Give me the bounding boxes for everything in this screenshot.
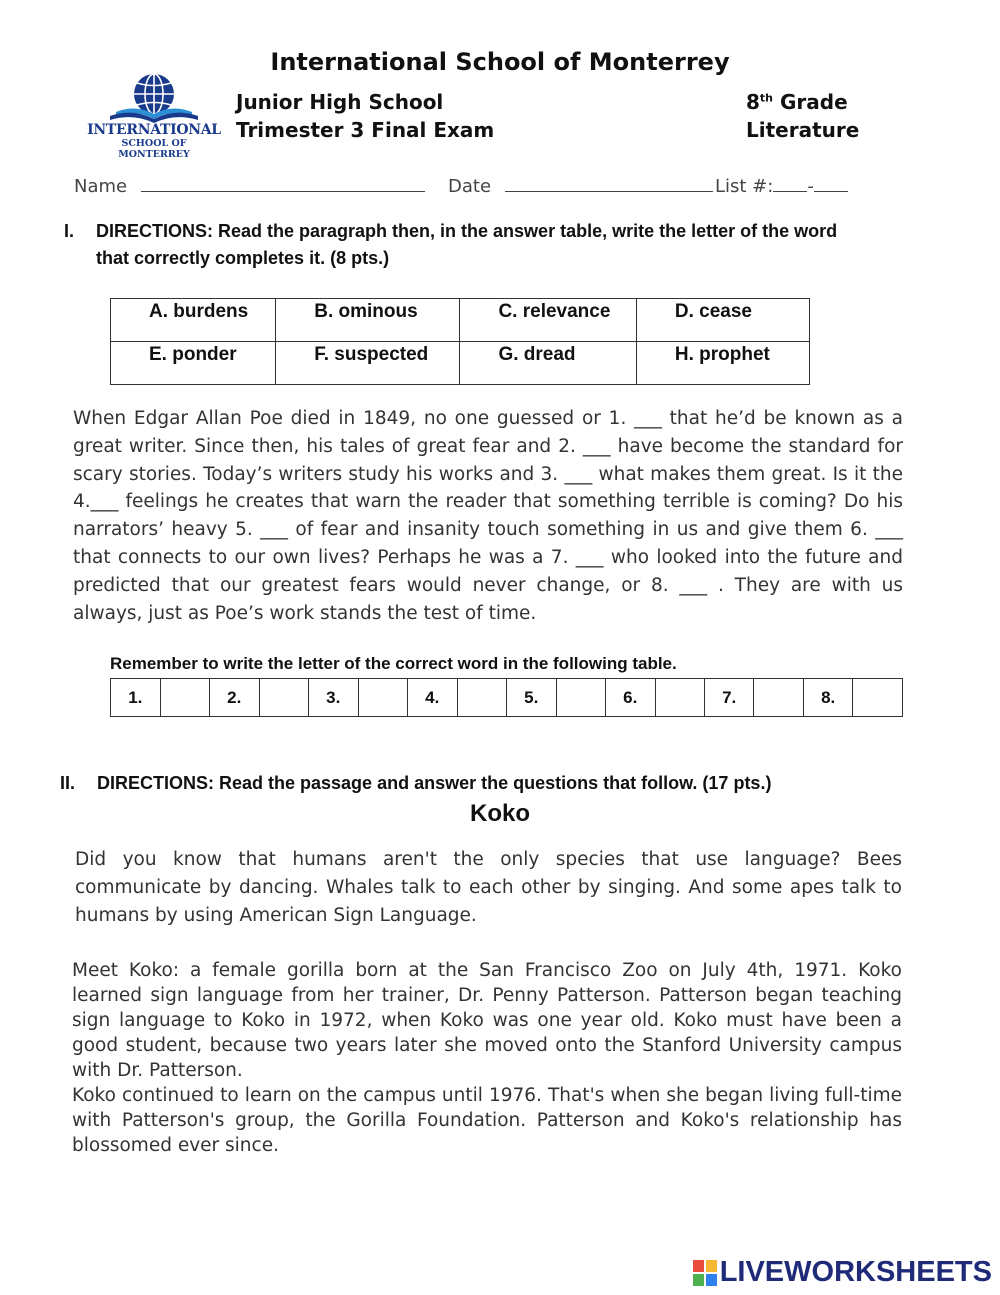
koko-paragraph-2 [72, 958, 902, 1158]
grade-label [746, 90, 848, 114]
answer-table-instruction: Remember to write the letter of the correct word in the following table. [110, 654, 677, 673]
answer-box-7[interactable] [754, 679, 803, 717]
passage-title: Koko [470, 800, 530, 827]
list-dash: - [807, 176, 814, 197]
name-label: Name [74, 176, 128, 197]
answer-box-1[interactable] [160, 679, 209, 717]
logo-text-main: INTERNATIONAL [87, 122, 221, 138]
grade-superscript: th [759, 91, 774, 105]
section1-numeral: I. [64, 221, 75, 241]
list-field-first[interactable] [773, 175, 807, 192]
koko-paragraph-2b: Koko continued to learn on the campus until 1976. That's when she began living full-time with Patterson's group, the Gorilla Foundation. Patterson and Koko's relationship has blossomed ever since. [72, 1085, 902, 1156]
logo-text-sub: SCHOOL OF MONTERREY [118, 138, 190, 160]
answer-table-row [111, 679, 903, 717]
liveworksheets-brand [693, 1256, 992, 1289]
section2-directions: DIRECTIONS: Read the passage and answer the questions that follow. (17 pts.) [97, 773, 772, 793]
subject-label: Literature [746, 118, 860, 142]
answer-label: 4. [407, 679, 457, 717]
school-title: International School of Monterrey [270, 48, 730, 76]
school-level: Junior High School [236, 90, 444, 114]
date-field-row [448, 175, 713, 197]
date-label: Date [448, 176, 492, 197]
koko-paragraph-1: Did you know that humans aren't the only species that use language? Bees communicate by dancing. Whales talk to each other by singing. And some apes talk to humans by using American Sign Language. [75, 849, 902, 926]
answer-label: 8. [803, 679, 853, 717]
grade-word: Grade [773, 90, 848, 114]
answer-label: 7. [704, 679, 754, 717]
word-bank-cell: A. burdens [111, 299, 276, 342]
poe-paragraph: When Edgar Allan Poe died in 1849, no one guessed or 1. ___ that he’d be known as a great writer. Since then, his tales of great fear and 2. ___ have become the standard for scary stories. Today’s writers study his works and 3. ___ what makes them great. Is it the 4.___ feelings he creates that warn the reader that something terrible is coming? Do his narrators’ heavy 5. ___ of fear and insanity touch something in us and give them 6. ___ that connects to our own lives? Perhaps he was a 7. ___ who looked into the future and predicted that our greatest fears would never change, or 8. ___ . They are with us always, just as Poe’s work stands the test of time. [73, 408, 903, 624]
answer-label: 5. [506, 679, 556, 717]
section1-directions-line1: DIRECTIONS: Read the paragraph then, in the answer table, write the letter of the word [96, 221, 838, 241]
section1-directions-line2: that correctly completes it. (8 pts.) [96, 248, 390, 268]
word-bank-cell: F. suspected [276, 342, 460, 385]
answer-label: 6. [605, 679, 655, 717]
answer-table [110, 678, 903, 717]
answer-box-4[interactable] [457, 679, 506, 717]
koko-paragraph-2a: Meet Koko: a female gorilla born at the San Francisco Zoo on July 4th, 1971. Koko learned sign language from her trainer, Dr. Penny Patterson. Patterson began teaching sign language to Koko in 1972, when Koko was one year old. Koko must have been a good student, because two years later she moved onto the Stanford University campus with Dr. Patterson. [72, 960, 902, 1081]
name-field[interactable] [141, 175, 425, 192]
word-bank-cell: G. dread [460, 342, 636, 385]
answer-box-5[interactable] [556, 679, 605, 717]
list-label: List #: [715, 176, 774, 197]
date-field[interactable] [505, 175, 713, 192]
answer-box-8[interactable] [853, 679, 903, 717]
exam-name: Trimester 3 Final Exam [236, 118, 495, 142]
word-bank-row [111, 299, 810, 342]
liveworksheets-text: LIVEWORKSHEETS [719, 1256, 992, 1288]
answer-label: 2. [209, 679, 259, 717]
word-bank-cell: E. ponder [111, 342, 276, 385]
answer-label: 3. [308, 679, 358, 717]
grade-number: 8 [746, 90, 760, 114]
list-field-second[interactable] [814, 175, 848, 192]
answer-label: 1. [111, 679, 161, 717]
word-bank-cell: B. ominous [276, 299, 460, 342]
liveworksheets-logo-icon [693, 1260, 717, 1286]
word-bank-table [110, 298, 810, 385]
answer-box-6[interactable] [655, 679, 704, 717]
section2-numeral: II. [60, 773, 76, 793]
word-bank-row [111, 342, 810, 385]
list-field-row [715, 175, 848, 197]
word-bank-cell: C. relevance [460, 299, 636, 342]
word-bank-cell: H. prophet [636, 342, 809, 385]
word-bank-cell: D. cease [636, 299, 809, 342]
answer-box-2[interactable] [259, 679, 308, 717]
answer-box-3[interactable] [358, 679, 407, 717]
section1-directions [96, 218, 916, 272]
name-field-row [74, 175, 425, 197]
